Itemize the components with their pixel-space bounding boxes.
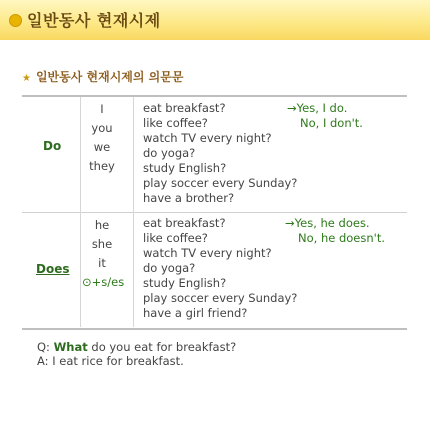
column-divider-2 bbox=[133, 97, 134, 327]
example-qa bbox=[37, 340, 236, 368]
phrase: play soccer every Sunday? bbox=[143, 291, 298, 305]
phrase: do yoga? bbox=[143, 146, 196, 160]
section-subtitle bbox=[22, 68, 183, 85]
subject: she bbox=[91, 237, 113, 251]
phrase: like coffee? bbox=[143, 116, 208, 130]
subject: it bbox=[98, 256, 106, 270]
subject: they bbox=[89, 159, 115, 173]
subject: we bbox=[93, 140, 111, 154]
phrase: like coffee? bbox=[143, 231, 208, 245]
does-answer-yes: →Yes, he does. bbox=[285, 216, 370, 230]
table-bottom-rule bbox=[22, 328, 407, 330]
question-rest: do you eat for breakfast? bbox=[87, 340, 237, 354]
wh-word: What bbox=[53, 340, 88, 354]
bullet-dot-icon bbox=[9, 14, 22, 27]
do-subjects bbox=[82, 100, 122, 176]
subject: I bbox=[100, 102, 104, 116]
page-title: 일반동사 현재시제 bbox=[27, 11, 161, 30]
does-phrases bbox=[143, 216, 297, 321]
does-label: Does bbox=[36, 262, 70, 276]
subject: ⊙+s/es bbox=[82, 275, 125, 289]
does-answer-no: No, he doesn't. bbox=[298, 231, 385, 245]
question-prefix: Q: bbox=[37, 340, 54, 354]
question-line bbox=[37, 340, 236, 354]
phrase: have a brother? bbox=[143, 191, 235, 205]
do-phrases bbox=[143, 101, 297, 206]
phrase: do yoga? bbox=[143, 261, 196, 275]
phrase: watch TV every night? bbox=[143, 131, 272, 145]
answer-line: A: I eat rice for breakfast. bbox=[37, 354, 184, 368]
star-icon: ★ bbox=[22, 73, 31, 84]
do-answer-no: No, I don't. bbox=[300, 116, 363, 130]
phrase: study English? bbox=[143, 276, 227, 290]
subtitle-text: 일반동사 현재시제의 의문문 bbox=[35, 70, 184, 84]
phrase: eat breakfast? bbox=[143, 216, 226, 230]
do-answer-yes: →Yes, I do. bbox=[287, 101, 348, 115]
phrase: play soccer every Sunday? bbox=[143, 176, 298, 190]
subject: you bbox=[91, 121, 113, 135]
phrase: watch TV every night? bbox=[143, 246, 272, 260]
column-divider-1 bbox=[80, 97, 81, 327]
header-bar bbox=[0, 0, 430, 40]
subject: he bbox=[94, 218, 110, 232]
phrase: have a girl friend? bbox=[143, 306, 248, 320]
does-subjects bbox=[82, 216, 125, 292]
phrase: study English? bbox=[143, 161, 227, 175]
phrase: eat breakfast? bbox=[143, 101, 226, 115]
do-label: Do bbox=[43, 139, 62, 153]
